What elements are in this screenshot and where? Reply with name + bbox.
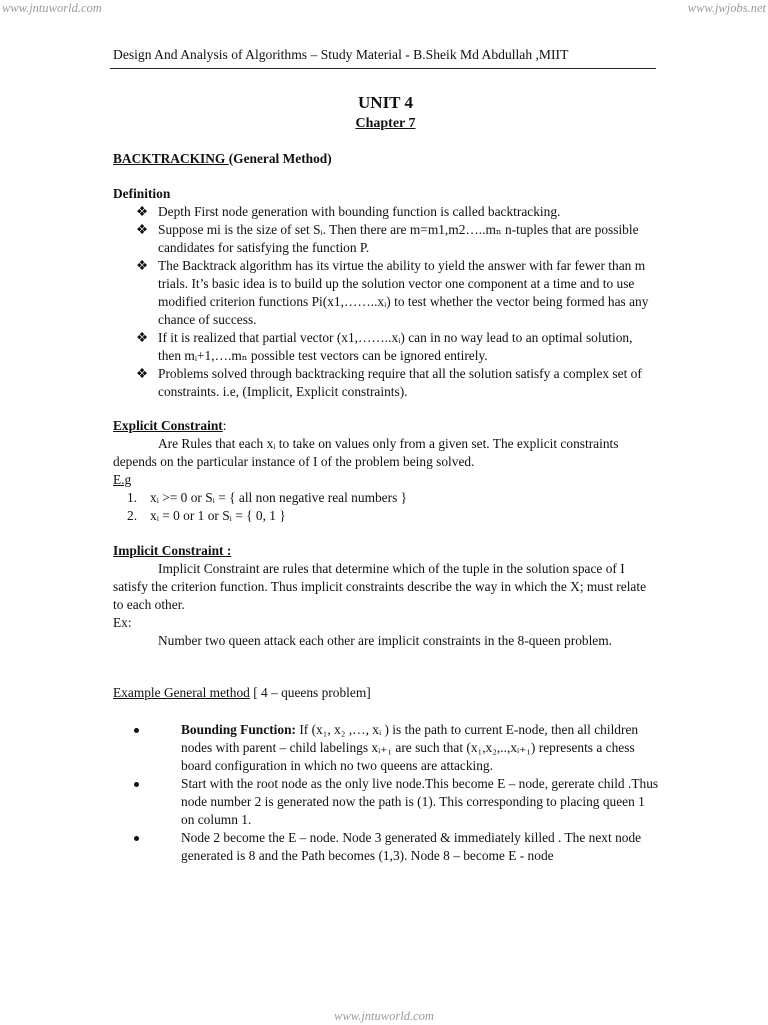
list-item: ❖ Suppose mi is the size of set Sᵢ. Then there are m=m1,m2…..mₙ n-tuples that are possible candidates for satisfying the function P. — [136, 222, 639, 255]
list-item: 2. xᵢ = 0 or 1 or Sᵢ = { 0, 1 } — [127, 508, 286, 523]
list-item: Start with the root node as the only live node.This become E – node, gererate child .Thus node number 2 is generated now the path is (1). This corresponding to placing queen 1 on column 1. — [113, 775, 661, 829]
list-item: ❖ If it is realized that partial vector (x1,……..xᵢ) can in no way lead to an optimal solution, then mᵢ+1,….mₙ possible test vectors can be ignored entirely. — [136, 330, 633, 363]
watermark-bottom: www.jntuworld.com — [334, 1009, 434, 1023]
diamond-bullet-icon: ❖ — [136, 366, 149, 381]
unit-title: UNIT 4 — [358, 93, 413, 112]
definition-list — [113, 203, 658, 401]
list-item: Node 2 become the E – node. Node 3 generated & immediately killed . The next node generated is 8 and the Path becomes (1,3). Node 8 – become E - node — [113, 829, 661, 865]
definition-heading: Definition — [113, 186, 171, 201]
implicit-heading: Implicit Constraint : — [113, 543, 232, 558]
list-item: Bounding Function: If (x₁, x₂ ,…, xᵢ ) is the path to current E-node, then all children nodes with parent – child labelings xᵢ₊₁ are such that (x₁,x₂,..,xᵢ₊₁) represents a chess board configuration in which no two queens are attacking. — [113, 721, 661, 775]
implicit-body: Implicit Constraint are rules that determine which of the tuple in the solution space of I satisfy the criterion function. Thus implicit constraints describe the way in which the X; must relate to each other. — [113, 561, 647, 612]
diamond-bullet-icon: ❖ — [136, 222, 149, 237]
chapter-title: Chapter 7 — [355, 116, 416, 131]
example-section — [113, 721, 658, 865]
section-title — [113, 150, 658, 168]
bullet-dot-icon — [134, 836, 139, 841]
section-title-suffix: (General Method) — [228, 151, 332, 166]
section-title-label: BACKTRACKING — [113, 151, 229, 166]
explicit-examples — [113, 489, 658, 525]
list-item: ❖ The Backtrack algorithm has its virtue the ability to yield the answer with far fewer than m trials. It’s basic idea is to build up the solution vector one component at a time and to use modified criterion functions Pi(x1,……..xᵢ) to test whether the vector being formed has any chance of success. — [136, 258, 649, 327]
explicit-body: Are Rules that each xᵢ to take on values only from a given set. The explicit constraints depends on the particular instance of I of the problem being solved. — [113, 436, 619, 469]
ex-label: Ex: — [113, 615, 132, 630]
diamond-bullet-icon: ❖ — [136, 204, 149, 219]
diamond-bullet-icon: ❖ — [136, 258, 149, 273]
bullet-dot-icon — [134, 782, 139, 787]
watermark-top-right: www.jwjobs.net — [687, 1, 766, 15]
ex-body: Number two queen attack each other are implicit constraints in the 8-queen problem. — [158, 633, 613, 648]
explicit-section: Explicit Constraint: Are Rules that each xᵢ to take on values only from a given set. The explicit constraints depends on the particular instance of I of the problem being solved. E.g 1. xᵢ >= 0 or Sᵢ = { all non negative real numbers } 2. xᵢ = 0 or 1 or Sᵢ = { 0, 1 } — [113, 417, 658, 525]
definition-section — [113, 185, 658, 401]
list-item: ❖ Depth First node generation with bounding function is called backtracking. — [136, 204, 561, 219]
diamond-bullet-icon: ❖ — [136, 330, 149, 345]
watermark-top-left: www.jntuworld.com — [2, 1, 102, 15]
explicit-heading: Explicit Constraint — [113, 418, 223, 433]
list-item: ❖ Problems solved through backtracking require that all the solution satisfy a complex set of constraints. i.e, (Implicit, Explicit constraints). — [136, 366, 642, 399]
eg-label: E.g — [113, 472, 132, 487]
example-list — [113, 721, 658, 865]
header-rule — [110, 68, 656, 69]
page-header: Design And Analysis of Algorithms – Study Material - B.Sheik Md Abdullah ,MIIT — [113, 47, 569, 62]
list-item: 1. xᵢ >= 0 or Sᵢ = { all non negative real numbers } — [127, 490, 408, 505]
bullet-dot-icon — [134, 728, 139, 733]
implicit-section — [113, 542, 658, 650]
example-heading: Example General method [ 4 – queens problem] — [113, 685, 371, 700]
